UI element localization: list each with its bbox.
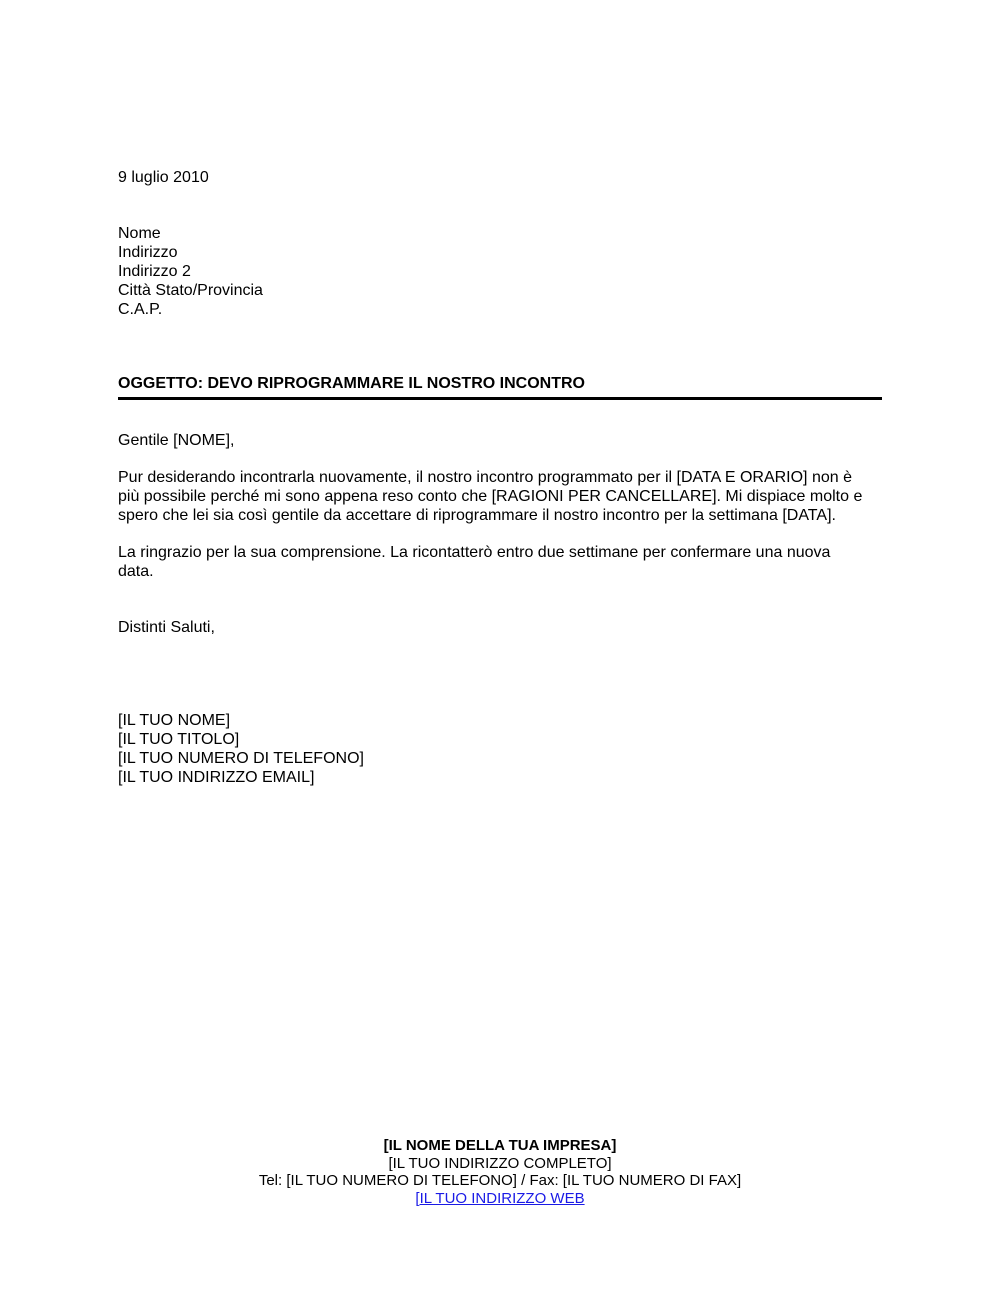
paragraph-2-line-1: La ringrazio per la sua comprensione. La ricontatterò entro due settimane per confermare una nuova <box>118 544 831 561</box>
closing-text: Distinti Saluti, <box>118 619 215 636</box>
signature-name: [IL TUO NOME] <box>118 712 231 729</box>
salutation-text: Gentile [NOME], <box>118 432 235 449</box>
letterhead-footer <box>0 1137 1000 1207</box>
recipient-name: Nome <box>118 225 161 242</box>
signature-title: [IL TUO TITOLO] <box>118 731 240 748</box>
letter-date <box>118 168 882 187</box>
recipient-city-state: Città Stato/Provincia <box>118 282 263 299</box>
subject-divider <box>118 397 882 400</box>
subject-line <box>118 374 882 393</box>
signature-block <box>118 711 882 787</box>
signature-email: [IL TUO INDIRIZZO EMAIL] <box>118 769 315 786</box>
recipient-address-line-2: Indirizzo 2 <box>118 263 191 280</box>
footer-web-link[interactable]: [IL TUO INDIRIZZO WEB <box>415 1189 585 1207</box>
paragraph-1-line-3: spero che lei sia così gentile da accettare di riprogrammare il nostro incontro per la settimana [DATA]. <box>118 507 836 524</box>
recipient-postal-code: C.A.P. <box>118 301 163 318</box>
footer-address: [IL TUO INDIRIZZO COMPLETO] <box>388 1154 612 1172</box>
paragraph-1-line-1: Pur desiderando incontrarla nuovamente, il nostro incontro programmato per il [DATA E ORARIO] non è <box>118 469 852 486</box>
footer-company-name: [IL NOME DELLA TUA IMPRESA] <box>383 1137 617 1154</box>
subject-text: OGGETTO: DEVO RIPROGRAMMARE IL NOSTRO INCONTRO <box>118 375 585 392</box>
body-paragraph-1 <box>118 468 882 525</box>
closing <box>118 618 882 637</box>
paragraph-1-line-2: più possibile perché mi sono appena reso conto che [RAGIONI PER CANCELLARE]. Mi dispiace molto e <box>118 488 863 505</box>
signature-phone: [IL TUO NUMERO DI TELEFONO] <box>118 750 364 767</box>
recipient-address-line-1: Indirizzo <box>118 244 178 261</box>
body-paragraph-2 <box>118 543 882 581</box>
footer-contact: Tel: [IL TUO NUMERO DI TELEFONO] / Fax: [IL TUO NUMERO DI FAX] <box>258 1172 742 1189</box>
recipient-address <box>118 224 882 319</box>
paragraph-2-line-2: data. <box>118 563 154 580</box>
salutation <box>118 431 882 450</box>
date-text: 9 luglio 2010 <box>118 169 209 186</box>
